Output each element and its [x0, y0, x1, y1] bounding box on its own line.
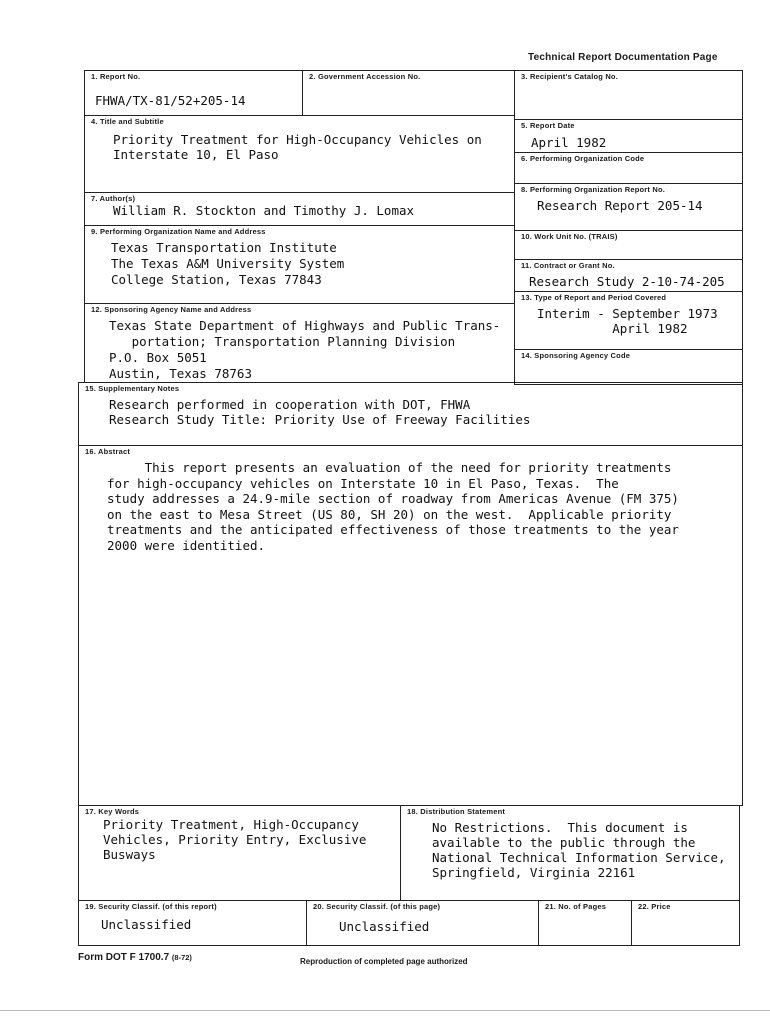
report-date-field: [514, 119, 743, 153]
report-type-period-value: Interim - September 1973 April 1982: [537, 306, 718, 336]
contract-grant-value: Research Study 2-10-74-205: [529, 274, 725, 289]
distribution-statement-field: [400, 805, 740, 901]
performing-org-name-value: Texas Transportation Institute The Texas A&M University System College Station, Texas 77843: [111, 240, 345, 287]
sponsoring-agency-field: [84, 303, 515, 383]
page-title: Technical Report Documentation Page: [528, 52, 718, 63]
authors-value: William R. Stockton and Timothy J. Lomax: [113, 203, 415, 218]
title-subtitle-label: 4. Title and Subtitle: [91, 117, 164, 126]
recipient-catalog-field: [514, 70, 743, 120]
sponsoring-agency-label: 12. Sponsoring Agency Name and Address: [91, 305, 252, 314]
form-number-text: Form DOT F 1700.7: [78, 952, 170, 963]
distribution-statement-label: 18. Distribution Statement: [407, 807, 506, 816]
report-no-value: FHWA/TX-81/52+205-14: [95, 93, 246, 108]
government-accession-field: [302, 70, 515, 116]
contract-grant-label: 11. Contract or Grant No.: [521, 261, 615, 270]
report-no-label: 1. Report No.: [91, 72, 141, 81]
report-type-period-label: 13. Type of Report and Period Covered: [521, 293, 667, 302]
government-accession-label: 2. Government Accession No.: [309, 72, 421, 81]
work-unit-field: [514, 230, 743, 260]
performing-org-report-label: 8. Performing Organization Report No.: [521, 185, 666, 194]
authors-label: 7. Author(s): [91, 194, 136, 203]
security-classif-page-value: Unclassified: [339, 919, 430, 934]
security-classif-report-value: Unclassified: [101, 917, 192, 932]
abstract-text: This report presents an evaluation of the need for priority treatments for high-occupancy vehicles on Interstate 10 in El Paso, Texas. The study addresses a 24.9-mile section of roadway from Americas Avenue (FM 375) on the east to Mesa Street (US 80, SH 20) on the west. Applicable priority treatments and the anticipated effectiveness of those treatments to the year 2000 were identitied.: [107, 460, 679, 553]
title-subtitle-field: [84, 115, 515, 193]
performing-org-report-value: Research Report 205-14: [537, 198, 703, 213]
abstract-label: 16. Abstract: [85, 447, 131, 456]
report-type-period-field: [514, 291, 743, 350]
performing-org-name-field: [84, 225, 515, 304]
security-classif-report-field: [78, 900, 307, 946]
sponsoring-agency-code-field: [514, 349, 743, 385]
report-date-value: April 1982: [531, 135, 607, 150]
title-subtitle-value: Priority Treatment for High-Occupancy Vehicles on Interstate 10, El Paso: [113, 132, 482, 162]
performing-org-code-label: 6. Performing Organization Code: [521, 154, 645, 163]
contract-grant-field: [514, 259, 743, 292]
report-no-field: [84, 70, 303, 116]
performing-org-report-field: [514, 183, 743, 231]
distribution-statement-value: No Restrictions. This document is available to the public through the National Technical Information Service, Springfield, Virginia 22161: [432, 820, 726, 880]
key-words-field: [78, 805, 401, 901]
sponsoring-agency-value: Texas State Department of Highways and Public Trans- portation; Transportation Planning Division P.O. Box 5051 Austin, Texas 78763: [109, 318, 501, 381]
performing-org-name-label: 9. Performing Organization Name and Address: [91, 227, 266, 236]
abstract-field: [78, 445, 743, 806]
number-of-pages-label: 21. No. of Pages: [545, 902, 607, 911]
key-words-label: 17. Key Words: [85, 807, 140, 816]
reproduction-note: Reproduction of completed page authorized: [300, 957, 468, 966]
security-classif-report-label: 19. Security Classif. (of this report): [85, 902, 217, 911]
supplementary-notes-label: 15. Supplementary Notes: [85, 384, 180, 393]
authors-field: [84, 192, 515, 226]
form-date: (8-72): [171, 953, 192, 962]
supplementary-notes-field: [78, 382, 743, 446]
report-date-label: 5. Report Date: [521, 121, 575, 130]
recipient-catalog-label: 3. Recipient's Catalog No.: [521, 72, 619, 81]
work-unit-label: 10. Work Unit No. (TRAIS): [521, 232, 618, 241]
form-number: [78, 952, 192, 963]
security-classif-page-field: [306, 900, 539, 946]
sponsoring-agency-code-label: 14. Sponsoring Agency Code: [521, 351, 631, 360]
price-label: 22. Price: [638, 902, 671, 911]
price-field: [631, 900, 740, 946]
performing-org-code-field: [514, 152, 743, 184]
number-of-pages-field: [538, 900, 632, 946]
security-classif-page-label: 20. Security Classif. (of this page): [313, 902, 441, 911]
key-words-value: Priority Treatment, High-Occupancy Vehicles, Priority Entry, Exclusive Busways: [103, 817, 367, 862]
supplementary-notes-value: Research performed in cooperation with DOT, FHWA Research Study Title: Priority Use of Freeway Facilities: [109, 397, 531, 427]
scan-edge-divider: [0, 1010, 770, 1011]
